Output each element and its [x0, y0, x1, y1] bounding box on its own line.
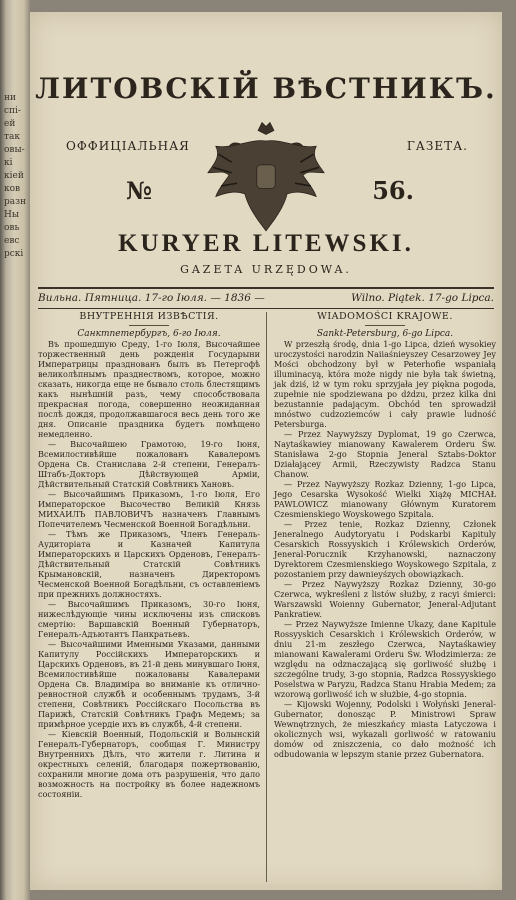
paragraph: — Przez Naywyższe Imienne Ukazy, dane Kapitule Rossyyskich Cesarskich i Królewskich Orderów, w dniu 21-m zeszłego Czerwca, Naytaśkawiey mianowani Kawalerami Orderu Św. Włodzimierza: ze względu na odznaczającą się gorliwość służbę i szczególne trudy, 3-go stopnia, Radzca Rossyyskiego Poselstwa w Paryzu, Radzca Stanu Hrabia Medem; za wzorową gorliwość ich w służbie, 4-go stopnia. — [274, 619, 496, 699]
masthead-gazette-label: ГАЗЕТА. — [406, 139, 468, 153]
divider — [365, 325, 405, 326]
article-body — [38, 339, 260, 799]
column-polish — [274, 312, 496, 759]
dateline-place: Санктпетербургъ, 6-го Іюля. — [77, 329, 221, 339]
paragraph: — Высочайшимъ Приказомъ, 1-го Іюля, Его Императорское Высочество Великій Князь МИХАИЛЪ ПАВЛОВИЧЪ назначенъ Главнымъ Попечителемъ Чесменской Военной Богадѣльни. — [38, 489, 260, 529]
adjacent-page-edge — [0, 0, 30, 900]
paragraph: Въ прошедшую Среду, 1-го Іюля, Высочайшее торжественный день рожденія Государыни Императрицы празднованъ былъ въ Петергофѣ великолѣпнымъ празднествомъ, которое, можно сказать, никогда еще не бывало столь блестящимъ какъ нынѣшній разъ, чему способствовала прекрасная погода, совершенно неожиданная послѣ дождя, продолжавшагося весь день того же дня. Описаніе праздника будетъ помѣщено немедленно. — [38, 339, 260, 439]
edge-word: евс — [4, 236, 20, 246]
column-heading: ВНУТРЕННІЯ ИЗВѢСТІЯ. — [79, 311, 219, 322]
masthead-title-polish: KURYER LITEWSKI. — [118, 230, 414, 257]
article-body — [274, 339, 496, 759]
edge-word: овы- — [4, 145, 25, 155]
dateline — [38, 292, 494, 304]
edge-word: ей — [4, 119, 16, 129]
paragraph: — Przez tenie, Rozkaz Dzienny, Członek Jeneralnego Audytoryatu i Podskarbi Kapituly Cesarskich Rossyyskich i Królewskich Orderów, Jeneral-Porucznik Krzyhanowski, naznaczony Dyrektorem Czesmienskiego Woyskowego Szpitala, z pozostaniem przy dawnieyśzych obowiązkach. — [274, 519, 496, 579]
edge-word: ков — [4, 184, 21, 194]
column-divider — [266, 312, 267, 882]
masthead-subtitle-polish: GAZETA URZĘDOWA. — [180, 263, 352, 276]
paragraph: — Przez Naywyższy Dyplomat, 19 go Czerwca, Naytaśkawiey mianowany Kawalerem Orderu Św. Stanisława 2-go Stopnia Jeneral Sztabs-Doktor Działającey Armii, Rzeczywisty Radzca Stanu Chanow. — [274, 429, 496, 479]
column-russian — [38, 312, 260, 799]
divider — [129, 325, 169, 326]
edge-word: кі — [4, 158, 13, 168]
paragraph: W przeszłą środę, dnia 1-go Lipca, dzień wysokiey uroczystości narodzin Naiiaśnieyszey Cesarzowey Jey Mości obchodzony był w Peterhofie wspaniałą illuminacyą, która może nigdy nie była tak świetną, jak dziś, iż w tym roku sprzyjała jey piękna pogoda, zupełnie nie spodziewana po dżdzu, przez kilka dni bezustannie padającym. Obchód ten sprowadził mnóstwo cudzoziemców i cały prawie ludność Petersburga. — [274, 339, 496, 429]
paragraph: — Высочайшимъ Приказомъ, 30-го Іюня, нижеслѣдующіе чины исключены изъ списковъ смертію: Варшавскій Военный Губернаторъ, Генералъ-Адъютантъ Панкратьевъ. — [38, 599, 260, 639]
newspaper-page — [30, 12, 502, 890]
bottom-rule — [38, 308, 494, 309]
adjacent-page-text — [4, 92, 28, 261]
edge-word: Ны — [4, 210, 20, 220]
edge-word: овь — [4, 223, 20, 233]
paragraph: — Тѣмъ же Приказомъ, Членъ Генераль-Аудиторіата и Казначей Капитула Императорскихъ и Царскихъ Орденовъ, Генералъ-Дѣйствительный Статскій Совѣтникъ Крымановскій, назначенъ Директоромъ Чесменской Военной Богадѣльни, съ оставленіемъ при прежнихъ должностяхъ. — [38, 529, 260, 599]
edge-word: так — [4, 132, 20, 142]
dateline-place: Sankt-Petersburg, 6-go Lipca. — [316, 329, 454, 339]
edge-word: рскі — [4, 249, 24, 259]
paragraph: — Kijowski Wojenny, Podolski i Wołyński Jeneral-Gubernator, donosząc P. Ministrowi Spraw Wewnętrznych, że mieszkańcy miasta Latyczowa i okolicznych wsi, wykazali gorliwość w ratowaniu domów od zniszczenia, co dało możność ich odbudowania w lepszym stanie przez Gubernatora. — [274, 699, 496, 759]
edge-word: спі- — [4, 106, 21, 116]
paragraph: — Высочайшими Именными Указами, данными Капитулу Россійскихъ Императорскихъ и Царскихъ Орденовъ, въ 21-й день минувшаго Іюня, Всемилостивѣйше пожалованы Кавалерами Ордена Св. Владиміра во вниманіе къ отлично-ревностной службѣ и особеннымъ трудамъ, 3-й степени, Совѣтникъ Россійскаго Посольства въ Парижѣ, Статскій Совѣтникъ Графъ Медемъ; за примѣрное усердіе ихъ въ службѣ, 4-й степени. — [38, 639, 260, 729]
column-heading: WIADOMOŚCI KRAJOWE. — [317, 311, 453, 322]
issue-number: 56. — [372, 176, 414, 205]
top-rule — [38, 287, 494, 289]
paragraph: — Przez Naywyższy Rozkaz Dzienny, 30-go Czerwca, wykreśleni z listów służby, z racyi śmierci: Warszawski Woienny Gubernator, Jeneral-Adjutant Pankratiew. — [274, 579, 496, 619]
paragraph: — Przez Naywyższy Rozkaz Dzienny, 1-go Lipca, Jego Cesarska Wysokość Wielki Xiążę MICHAŁ PAWLOWICZ mianowany Głównym Kuratorem Czesmienskiego Woyskowego Szpitala. — [274, 479, 496, 519]
paragraph: — Кіевскій Военный, Подольскій и Волынскій Генералъ-Губернаторъ, сообщая Г. Министру Внутреннихъ Дѣлъ, что жители г. Литина и окрестныхъ селеній, благодаря пожертвованію, сохранили многие дома отъ разрушенія, что дало возможность на постройку въ более надежномъ состояніи. — [38, 729, 260, 799]
edge-word: ни — [4, 93, 16, 103]
double-headed-eagle-icon — [200, 112, 332, 244]
issue-number-label: № — [126, 176, 153, 205]
dateline-polish: Wilno. Piątek. 17-go Lipca. — [351, 292, 494, 304]
paragraph: — Высочайшею Грамотою, 19-го Іюня, Всемилостивѣйше пожалованъ Кавалеромъ Ордена Св. Станислава 2-й степени, Генералъ-Штабъ-Докторъ Дѣйствующей Арміи, Дѣйствительный Статскій Совѣтникъ Хановъ. — [38, 439, 260, 489]
dateline-russian: Вильна. Пятница. 17-го Іюля. — 1836 — — [38, 292, 265, 304]
edge-word: кіей — [4, 171, 24, 181]
edge-word: разн — [4, 197, 27, 207]
masthead-official-label: ОФФИЦІАЛЬНАЯ — [66, 139, 190, 153]
masthead-title-russian: ЛИТОВСКІЙ ВѢСТНИКЪ. — [35, 72, 497, 105]
